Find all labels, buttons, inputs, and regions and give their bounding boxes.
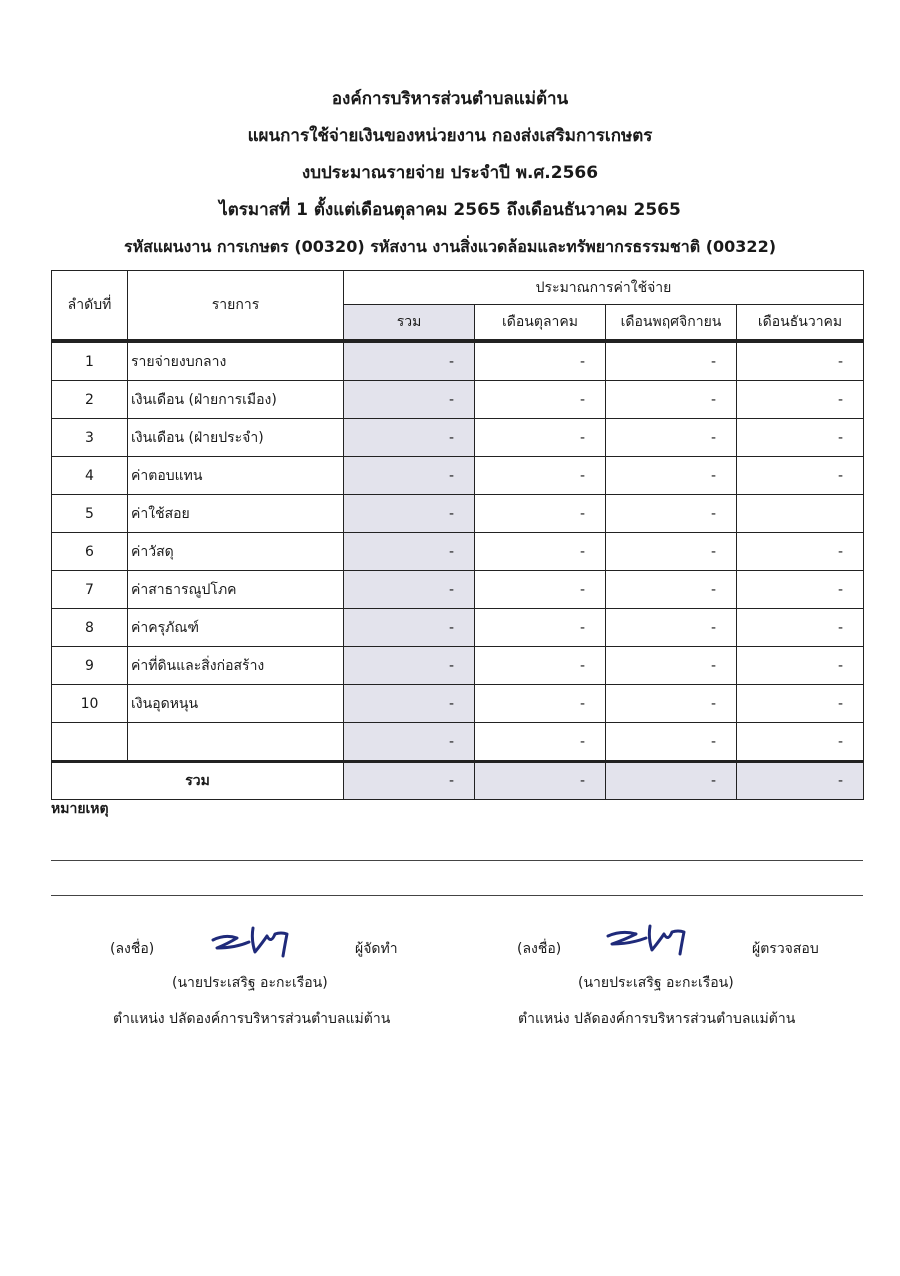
table-row (52, 609, 864, 647)
row-total: - (344, 419, 475, 457)
left-name: (นายประเสริฐ อะกะเรือน) (172, 975, 328, 991)
row-nov: - (606, 381, 737, 419)
total-oct: - (475, 762, 606, 800)
budget-table (51, 270, 864, 800)
row-total: - (344, 495, 475, 533)
table-row (52, 495, 864, 533)
total-row (52, 762, 864, 800)
row-item: เงินเดือน (ฝ่ายประจำ) (128, 419, 344, 457)
row-number (52, 723, 128, 762)
table-row (52, 685, 864, 723)
row-nov: - (606, 457, 737, 495)
row-total: - (344, 685, 475, 723)
row-dec: - (737, 647, 864, 685)
right-signature-mark (600, 920, 700, 962)
row-oct: - (475, 495, 606, 533)
total-nov: - (606, 762, 737, 800)
right-name: (นายประเสริฐ อะกะเรือน) (578, 975, 734, 991)
total-sum: - (344, 762, 475, 800)
row-nov: - (606, 571, 737, 609)
col-header-dec: เดือนธันวาคม (737, 305, 864, 341)
remarks-label: หมายเหตุ (51, 801, 109, 817)
row-number: 1 (52, 343, 128, 381)
row-oct: - (475, 533, 606, 571)
row-number: 9 (52, 647, 128, 685)
row-dec: - (737, 343, 864, 381)
right-position: ตำแหน่ง ปลัดองค์การบริหารส่วนตำบลแม่ต้าน (518, 1011, 796, 1027)
table-row (52, 571, 864, 609)
row-number: 2 (52, 381, 128, 419)
row-number: 7 (52, 571, 128, 609)
left-signature-mark (205, 922, 305, 964)
row-oct: - (475, 381, 606, 419)
table-row (52, 457, 864, 495)
row-total: - (344, 381, 475, 419)
row-nov: - (606, 609, 737, 647)
row-oct: - (475, 609, 606, 647)
table-row (52, 533, 864, 571)
budget-year: งบประมาณรายจ่าย ประจำปี พ.ศ.2566 (301, 163, 599, 183)
table-row (52, 723, 864, 762)
col-header-oct: เดือนตุลาคม (475, 305, 606, 341)
row-nov: - (606, 723, 737, 762)
row-oct: - (475, 723, 606, 762)
row-nov: - (606, 495, 737, 533)
row-oct: - (475, 647, 606, 685)
row-number: 6 (52, 533, 128, 571)
row-dec: - (737, 419, 864, 457)
row-nov: - (606, 647, 737, 685)
row-number: 10 (52, 685, 128, 723)
row-total: - (344, 457, 475, 495)
table-row (52, 381, 864, 419)
left-role: ผู้จัดทำ (355, 941, 398, 957)
right-sign-prefix: (ลงชื่อ) (517, 941, 562, 957)
remarks-line-1 (51, 860, 863, 861)
table-row (52, 419, 864, 457)
col-header-nov: เดือนพฤศจิกายน (606, 305, 737, 341)
row-number: 3 (52, 419, 128, 457)
left-position: ตำแหน่ง ปลัดองค์การบริหารส่วนตำบลแม่ต้าน (113, 1011, 391, 1027)
row-total: - (344, 609, 475, 647)
row-total: - (344, 571, 475, 609)
row-dec: - (737, 533, 864, 571)
row-dec: - (737, 457, 864, 495)
row-dec: - (737, 609, 864, 647)
row-oct: - (475, 343, 606, 381)
row-number: 4 (52, 457, 128, 495)
row-oct: - (475, 685, 606, 723)
row-oct: - (475, 457, 606, 495)
row-item: ค่าที่ดินและสิ่งก่อสร้าง (128, 647, 344, 685)
row-item: ค่าสาธารณูปโภค (128, 571, 344, 609)
row-item: เงินเดือน (ฝ่ายการเมือง) (128, 381, 344, 419)
remarks-line-2 (51, 895, 863, 896)
col-header-budget-group: ประมาณการค่าใช้จ่าย (344, 271, 864, 305)
quarter-range: ไตรมาสที่ 1 ตั้งแต่เดือนตุลาคม 2565 ถึงเดือนธันวาคม 2565 (219, 200, 681, 220)
row-item: รายจ่ายงบกลาง (128, 343, 344, 381)
col-header-no: ลำดับที่ (52, 271, 128, 341)
table-row (52, 343, 864, 381)
row-number: 8 (52, 609, 128, 647)
row-dec: - (737, 571, 864, 609)
row-item: ค่าตอบแทน (128, 457, 344, 495)
row-total: - (344, 343, 475, 381)
org-name: องค์การบริหารส่วนตำบลแม่ต้าน (331, 89, 569, 109)
row-nov: - (606, 419, 737, 457)
document-header (0, 86, 900, 271)
right-role: ผู้ตรวจสอบ (752, 941, 819, 957)
table-body (52, 343, 864, 762)
col-header-total: รวม (344, 305, 475, 341)
row-nov: - (606, 685, 737, 723)
plan-code: รหัสแผนงาน การเกษตร (00320) รหัสงาน งานสิ่งแวดล้อมและทรัพยากรธรรมชาติ (00322) (123, 237, 777, 256)
row-number: 5 (52, 495, 128, 533)
row-dec: - (737, 685, 864, 723)
row-dec: - (737, 381, 864, 419)
table-row (52, 647, 864, 685)
row-item: เงินอุดหนุน (128, 685, 344, 723)
row-nov: - (606, 533, 737, 571)
row-nov: - (606, 343, 737, 381)
row-dec (737, 495, 864, 533)
row-item (128, 723, 344, 762)
plan-title: แผนการใช้จ่ายเงินของหน่วยงาน กองส่งเสริมการเกษตร (247, 126, 653, 146)
total-dec: - (737, 762, 864, 800)
row-item: ค่าครุภัณฑ์ (128, 609, 344, 647)
row-item: ค่าใช้สอย (128, 495, 344, 533)
row-oct: - (475, 419, 606, 457)
row-dec: - (737, 723, 864, 762)
row-total: - (344, 533, 475, 571)
row-oct: - (475, 571, 606, 609)
row-total: - (344, 723, 475, 762)
left-sign-prefix: (ลงชื่อ) (110, 941, 155, 957)
col-header-item: รายการ (128, 271, 344, 341)
row-item: ค่าวัสดุ (128, 533, 344, 571)
row-total: - (344, 647, 475, 685)
total-label: รวม (52, 762, 344, 800)
